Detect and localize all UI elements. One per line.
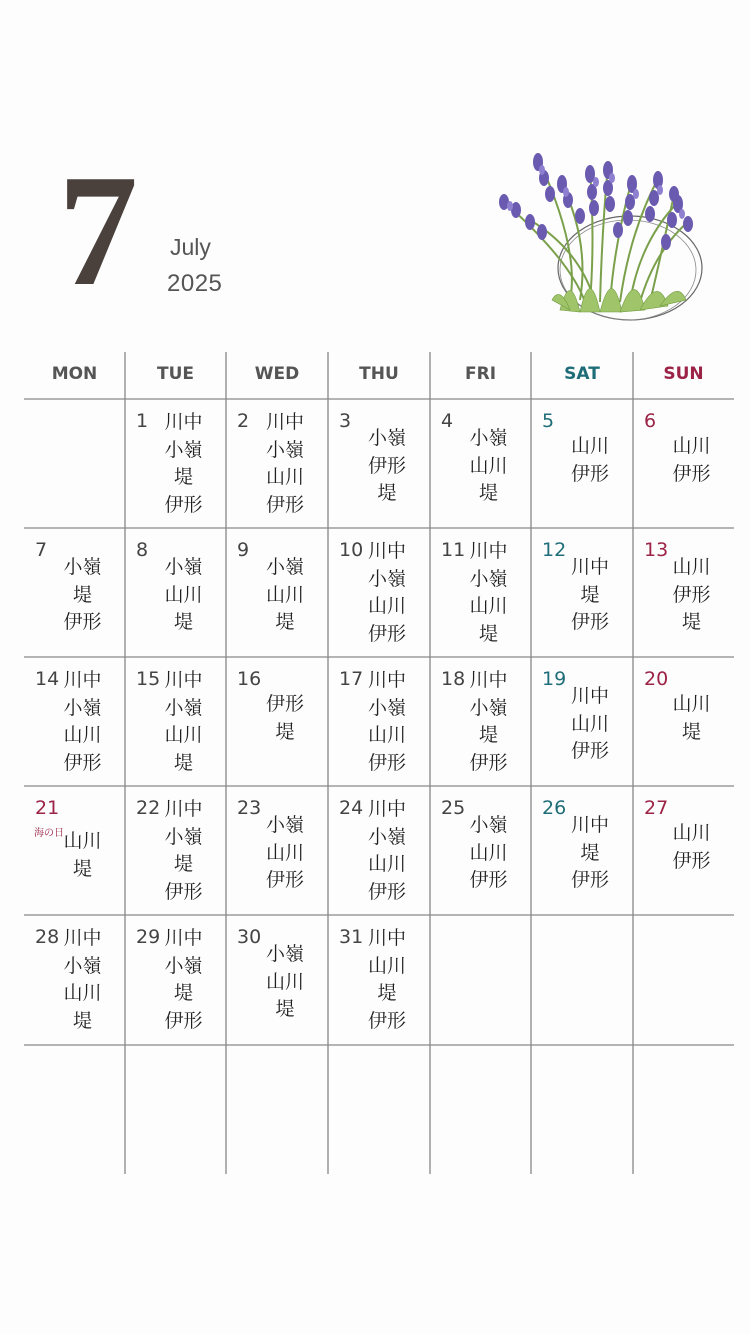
staff-name: 堤 [72, 1009, 92, 1032]
staff-name: 山川 [672, 822, 711, 844]
day-number: 14 [35, 668, 60, 690]
duty-names [153, 925, 214, 1035]
staff-name: 小嶺 [469, 814, 508, 836]
staff-name: 小嶺 [164, 438, 203, 461]
day-number: 9 [237, 539, 250, 561]
day-number: 3 [339, 410, 352, 432]
staff-name: 伊形 [164, 880, 203, 903]
staff-name: 小嶺 [265, 556, 304, 578]
duty-names [52, 925, 113, 1035]
staff-name: 山川 [63, 724, 102, 746]
day-number: 29 [136, 926, 161, 948]
day-number: 22 [136, 797, 161, 819]
weekday-fri: FRI [464, 364, 497, 384]
staff-name: 小嶺 [367, 567, 406, 590]
staff-name: 堤 [377, 482, 397, 504]
staff-name: 堤 [72, 583, 92, 606]
duty-names [458, 425, 519, 508]
staff-name: 小嶺 [164, 825, 203, 848]
staff-name: 伊形 [367, 622, 406, 645]
staff-name: 川中 [63, 669, 102, 691]
day-number: 13 [644, 539, 669, 561]
staff-name: 伊形 [367, 454, 406, 477]
staff-name: 小嶺 [367, 696, 406, 719]
staff-name: 小嶺 [469, 427, 508, 449]
staff-name: 川中 [164, 669, 203, 691]
staff-name: 堤 [275, 720, 295, 743]
duty-names [559, 433, 621, 488]
staff-name: 伊形 [570, 740, 609, 762]
staff-name: 伊形 [672, 583, 711, 606]
duty-names [254, 941, 316, 1024]
day-number: 24 [339, 797, 364, 819]
duty-names [52, 554, 113, 637]
staff-name: 伊形 [367, 880, 406, 903]
staff-name: 山川 [164, 724, 203, 746]
staff-name: 川中 [367, 540, 406, 562]
staff-name: 堤 [377, 982, 397, 1004]
staff-name: 小嶺 [265, 438, 304, 461]
staff-name: 小嶺 [63, 556, 102, 578]
duty-names [153, 667, 214, 777]
year: 2025 [167, 270, 223, 297]
staff-name: 伊形 [265, 493, 304, 516]
duty-names [458, 538, 519, 648]
duty-names [458, 667, 519, 777]
staff-name: 堤 [478, 482, 498, 504]
month-name: July [170, 234, 211, 260]
staff-name: 堤 [173, 982, 193, 1004]
staff-name: 川中 [265, 411, 304, 433]
staff-name: 山川 [265, 466, 304, 488]
staff-name: 伊形 [672, 462, 711, 485]
staff-name: 伊形 [63, 611, 102, 633]
staff-name: 堤 [681, 720, 701, 743]
duty-names [356, 425, 418, 508]
day-number: 11 [441, 539, 466, 561]
staff-name: 伊形 [570, 611, 609, 633]
duty-names [254, 691, 316, 746]
duty-names [153, 554, 214, 637]
day-number: 23 [237, 797, 262, 819]
staff-name: 川中 [367, 798, 406, 820]
duty-names [559, 554, 621, 637]
staff-name: 伊形 [63, 751, 102, 774]
staff-name: 小嶺 [469, 696, 508, 719]
staff-name: 山川 [672, 693, 711, 715]
day-number: 5 [542, 410, 555, 432]
staff-name: 小嶺 [469, 567, 508, 590]
weekday-thu: THU [359, 364, 399, 384]
duty-names [254, 409, 316, 519]
staff-name: 山川 [265, 583, 304, 606]
staff-name: 山川 [164, 583, 203, 606]
day-number: 28 [35, 926, 60, 948]
duty-names [356, 538, 418, 648]
weekday-sun: SUN [663, 364, 704, 384]
day-number: 18 [441, 668, 466, 690]
duty-names [254, 554, 316, 637]
staff-name: 堤 [580, 841, 600, 864]
day-number: 16 [237, 668, 262, 690]
day-number: 31 [339, 926, 364, 948]
staff-name: 山川 [367, 853, 406, 875]
day-number: 17 [339, 668, 364, 690]
duty-names [661, 433, 722, 488]
day-number: 4 [441, 410, 454, 432]
staff-name: 伊形 [469, 869, 508, 891]
staff-name: 小嶺 [265, 943, 304, 965]
staff-name: 山川 [367, 954, 406, 977]
day-number: 30 [237, 926, 262, 948]
day-number: 15 [136, 668, 161, 690]
duty-names [559, 812, 621, 895]
duty-names [661, 554, 722, 637]
staff-name: 堤 [72, 857, 92, 880]
staff-name: 山川 [367, 724, 406, 746]
staff-name: 小嶺 [164, 556, 203, 578]
staff-name: 川中 [570, 685, 609, 707]
staff-name: 伊形 [367, 1009, 406, 1032]
staff-name: 山川 [469, 841, 508, 864]
staff-name: 川中 [469, 669, 508, 691]
duty-names [661, 820, 722, 875]
staff-name: 小嶺 [367, 825, 406, 848]
staff-name: 川中 [164, 411, 203, 433]
staff-name: 山川 [367, 595, 406, 617]
duty-names [52, 828, 113, 883]
weekday-tue: TUE [156, 364, 194, 384]
staff-name: 川中 [367, 927, 406, 949]
day-number: 1 [136, 410, 149, 432]
staff-name: 山川 [469, 595, 508, 617]
day-number: 20 [644, 668, 669, 690]
day-number: 26 [542, 797, 567, 819]
staff-name: 川中 [164, 927, 203, 949]
staff-name: 堤 [275, 611, 295, 633]
staff-name: 伊形 [570, 869, 609, 891]
staff-name: 山川 [570, 435, 609, 457]
staff-name: 川中 [469, 540, 508, 562]
month-number: 7 [58, 141, 138, 319]
staff-name: 小嶺 [164, 696, 203, 719]
staff-name: 山川 [265, 970, 304, 993]
staff-name: 山川 [63, 982, 102, 1004]
staff-name: 山川 [672, 556, 711, 578]
staff-name: 山川 [469, 454, 508, 477]
staff-name: 伊形 [265, 693, 304, 715]
staff-name: 伊形 [672, 849, 711, 872]
duty-names [52, 667, 113, 777]
staff-name: 伊形 [570, 462, 609, 485]
staff-name: 川中 [570, 814, 609, 836]
staff-name: 小嶺 [164, 954, 203, 977]
day-number: 6 [644, 410, 657, 432]
duty-names [458, 812, 519, 895]
day-number: 10 [339, 539, 364, 561]
staff-name: 伊形 [164, 493, 203, 516]
staff-name: 川中 [63, 927, 102, 949]
staff-name: 伊形 [164, 1009, 203, 1032]
staff-name: 堤 [681, 611, 701, 633]
duty-names [356, 667, 418, 777]
staff-name: 堤 [478, 724, 498, 746]
day-number: 21 [35, 797, 60, 819]
day-number: 12 [542, 539, 567, 561]
duty-names [153, 796, 214, 906]
staff-name: 山川 [265, 841, 304, 864]
staff-name: 川中 [570, 556, 609, 578]
staff-name: 山川 [63, 830, 102, 852]
weekday-sat: SAT [564, 364, 600, 384]
staff-name: 堤 [275, 998, 295, 1020]
staff-name: 小嶺 [367, 427, 406, 449]
staff-name: 山川 [672, 435, 711, 457]
staff-name: 伊形 [469, 751, 508, 774]
staff-name: 伊形 [367, 751, 406, 774]
day-number: 8 [136, 539, 149, 561]
day-number: 2 [237, 410, 250, 432]
duty-names [153, 409, 214, 519]
staff-name: 小嶺 [265, 814, 304, 836]
staff-name: 山川 [570, 712, 609, 735]
staff-name: 堤 [478, 622, 498, 645]
staff-name: 堤 [173, 611, 193, 633]
day-number: 19 [542, 668, 567, 690]
weekday-wed: WED [254, 364, 300, 384]
staff-name: 堤 [580, 583, 600, 606]
holiday-label: 海の日 [34, 828, 64, 839]
staff-name: 小嶺 [63, 696, 102, 719]
duty-names [254, 812, 316, 895]
staff-name: 川中 [367, 669, 406, 691]
day-number: 25 [441, 797, 466, 819]
staff-name: 堤 [173, 853, 193, 875]
day-number: 7 [35, 539, 48, 561]
duty-names [356, 796, 418, 906]
staff-name: 堤 [173, 466, 193, 488]
staff-name: 伊形 [265, 869, 304, 891]
staff-name: 小嶺 [63, 954, 102, 977]
day-number: 27 [644, 797, 669, 819]
duty-names [661, 691, 722, 746]
weekday-mon: MON [51, 364, 98, 384]
staff-name: 堤 [173, 751, 193, 774]
duty-names [356, 925, 418, 1035]
duty-names [559, 683, 621, 766]
staff-name: 川中 [164, 798, 203, 820]
